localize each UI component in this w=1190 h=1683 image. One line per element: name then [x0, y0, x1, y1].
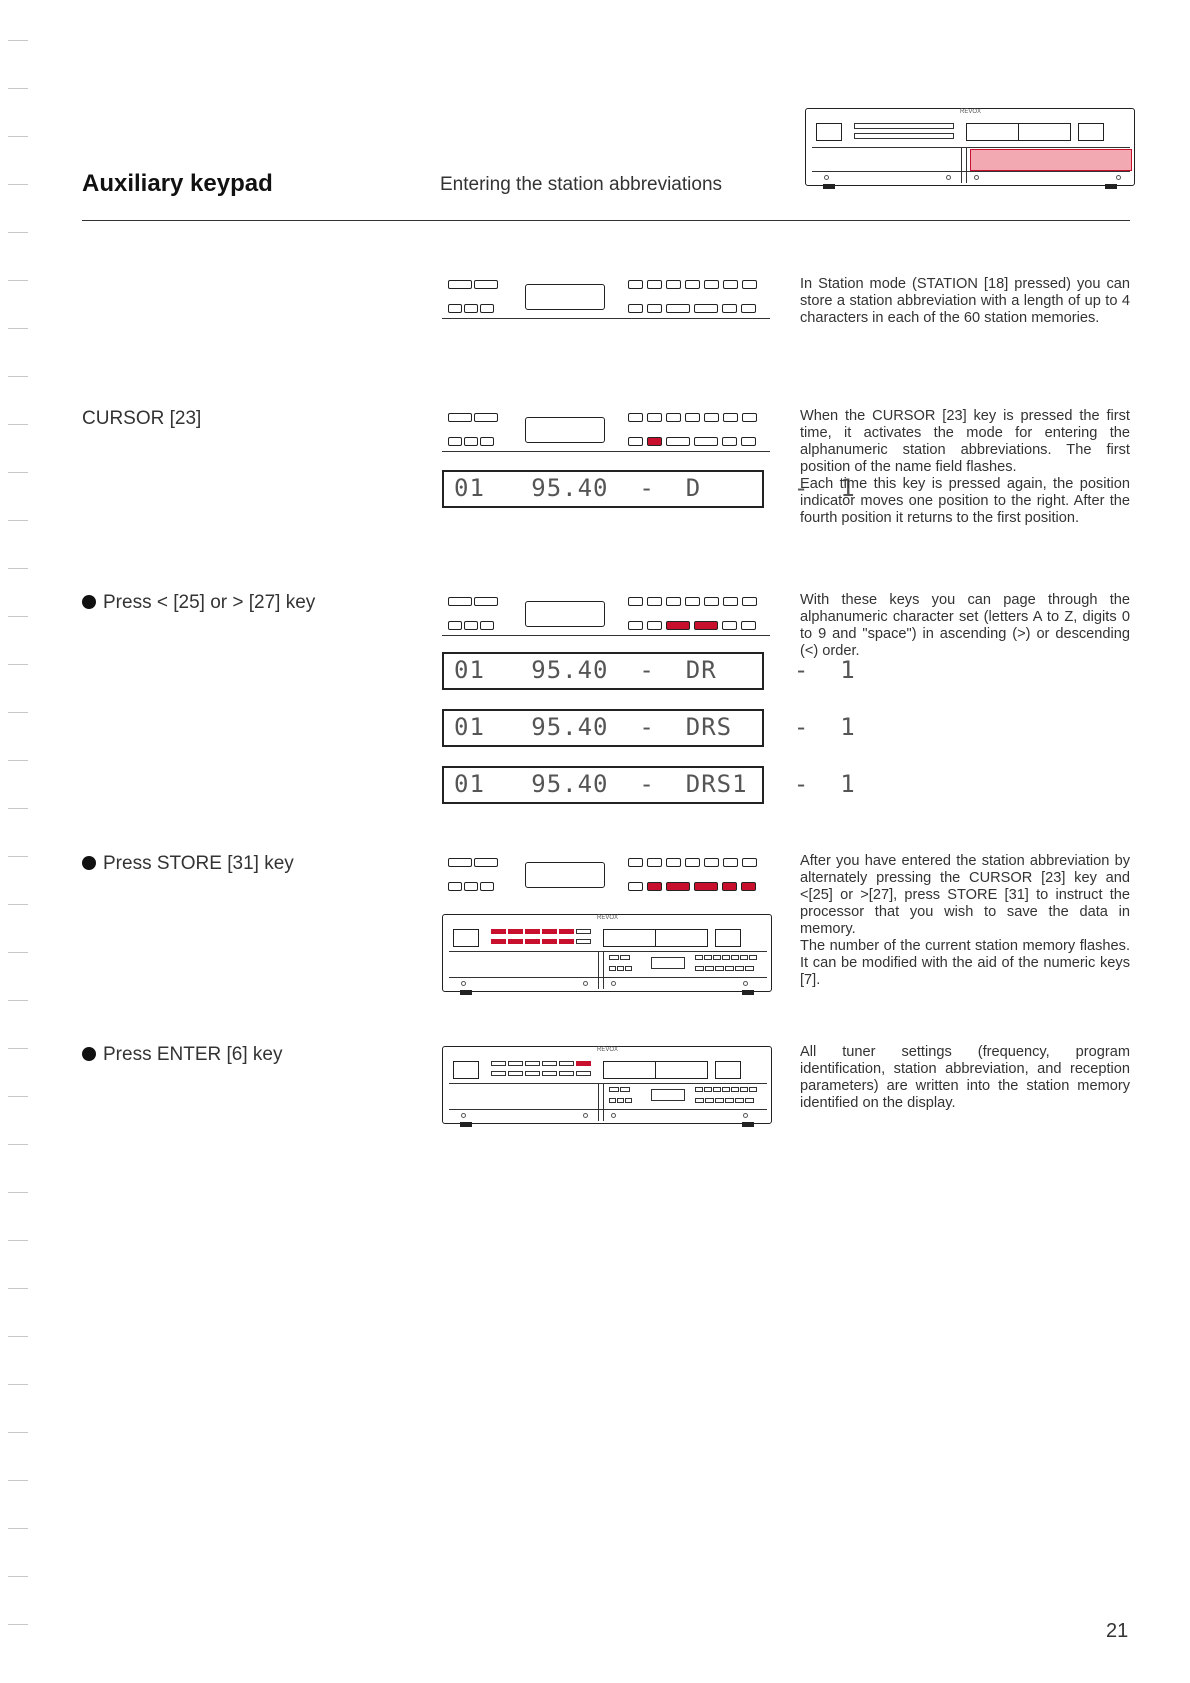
keypad-key: [694, 304, 718, 313]
device-small-window: [651, 957, 685, 969]
keypad-window: [525, 284, 605, 310]
keypad-divider: [442, 451, 770, 452]
device-segment: [491, 939, 506, 944]
device-segment: [740, 955, 748, 960]
device-segment: [542, 1071, 557, 1076]
margin-tick: [8, 184, 28, 185]
margin-tick: [8, 376, 28, 377]
description-paragraph: Each time this key is pressed again, the position indicator moves one position to the right. After the fourth position it returns to the first position.: [800, 476, 1130, 526]
step-label-text: Press < [25] or > [27] key: [103, 592, 316, 613]
description-paragraph: All tuner settings (frequency, program identification, station abbreviation, and reception parameters) are written into the station memory identified on the display.: [800, 1044, 1130, 1111]
page-title: Auxiliary keypad: [82, 170, 273, 197]
device-segment: [508, 939, 523, 944]
keypad-key: [647, 280, 662, 289]
device-body: [442, 1046, 772, 1124]
keypad-key: [474, 858, 498, 867]
device-segment: [745, 966, 754, 971]
device-illustration-enter: [442, 1046, 772, 1130]
device-right-button: [715, 929, 741, 947]
device-segment: [559, 929, 574, 934]
margin-tick: [8, 568, 28, 569]
margin-tick: [8, 664, 28, 665]
keypad-key: [647, 437, 662, 446]
device-segment: [715, 966, 724, 971]
device-knob: [583, 981, 588, 986]
device-right-button: [715, 1061, 741, 1079]
keypad-key: [628, 621, 643, 630]
device-segment: [617, 966, 624, 971]
device-segment: [735, 966, 744, 971]
keypad-key: [464, 437, 478, 446]
keypad-key: [742, 413, 757, 422]
keypad-key: [742, 858, 757, 867]
device-power-button: [453, 1061, 479, 1079]
device-foot: [742, 1122, 754, 1127]
keypad-key: [628, 280, 643, 289]
device-segment: [722, 1087, 730, 1092]
keypad-divider: [442, 318, 770, 319]
keypad-key: [741, 304, 756, 313]
keypad-key: [448, 858, 472, 867]
keypad-key: [666, 304, 690, 313]
keypad-key: [666, 280, 681, 289]
device-segment: [695, 1098, 704, 1103]
device-segment: [609, 966, 616, 971]
margin-tick: [8, 88, 28, 89]
keypad-key: [722, 304, 737, 313]
device-segment: [508, 1071, 523, 1076]
device-knob: [461, 981, 466, 986]
keypad-key: [666, 597, 681, 606]
margin-tick: [8, 1096, 28, 1097]
keypad-key: [448, 437, 462, 446]
keypad-key: [741, 437, 756, 446]
device-line: [598, 951, 599, 989]
device-segment: [525, 939, 540, 944]
cursor-description: [800, 408, 1130, 527]
keypad-key: [723, 280, 738, 289]
keypad-key: [666, 621, 690, 630]
device-foot: [460, 990, 472, 995]
keypad-key: [474, 597, 498, 606]
keypad-key: [448, 304, 462, 313]
margin-tick: [8, 136, 28, 137]
keypad-key: [628, 304, 643, 313]
margin-tick: [8, 1480, 28, 1481]
device-segment: [620, 955, 630, 960]
device-body: [442, 914, 772, 992]
margin-tick: [8, 424, 28, 425]
device-foot: [742, 990, 754, 995]
device-segment: [609, 955, 619, 960]
device-segment: [559, 939, 574, 944]
description-paragraph: The number of the current station memory flashes. It can be modified with the aid of the numeric keys [7].: [800, 938, 1130, 988]
device-segment: [491, 929, 506, 934]
margin-tick: [8, 1192, 28, 1193]
device-segment: [617, 1098, 624, 1103]
margin-tick: [8, 616, 28, 617]
device-segment: [705, 1098, 714, 1103]
margin-tick: [8, 232, 28, 233]
margin-tick: [8, 280, 28, 281]
device-segment: [625, 966, 632, 971]
device-segment: [725, 966, 734, 971]
device-segment: [508, 1061, 523, 1066]
device-segment: [704, 955, 712, 960]
device-knob: [461, 1113, 466, 1118]
margin-tick: [8, 1528, 28, 1529]
device-knob: [743, 981, 748, 986]
device-knob: [611, 981, 616, 986]
step-label-arrow-keys: [82, 592, 315, 614]
keypad-key: [464, 621, 478, 630]
device-segment: [609, 1087, 619, 1092]
device-segment: [749, 1087, 757, 1092]
keypad-key: [685, 858, 700, 867]
keypad-key: [628, 597, 643, 606]
device-segment: [704, 1087, 712, 1092]
margin-tick: [8, 712, 28, 713]
keypad-key: [742, 280, 757, 289]
keypad-key: [694, 882, 718, 891]
brand-logo: REVOX: [597, 915, 619, 921]
device-segment: [576, 929, 591, 934]
bullet-icon: [82, 1047, 96, 1061]
margin-tick: [8, 472, 28, 473]
device-segment: [713, 955, 721, 960]
keypad-key: [647, 304, 662, 313]
margin-tick: [8, 1384, 28, 1385]
device-segment: [525, 1071, 540, 1076]
margin-tick: [8, 856, 28, 857]
keypad-key: [685, 413, 700, 422]
device-knob: [611, 1113, 616, 1118]
device-segment: [695, 1087, 703, 1092]
keypad-key: [694, 437, 718, 446]
device-segment: [705, 966, 714, 971]
lcd-display: 01 95.40 - DRS - 1: [442, 709, 764, 747]
device-segment: [731, 955, 739, 960]
step-label-text: Press STORE [31] key: [103, 853, 294, 874]
device-display-divider: [655, 1061, 656, 1079]
keypad-key: [685, 597, 700, 606]
keypad-key: [448, 621, 462, 630]
device-line: [598, 1083, 599, 1121]
keypad-key: [704, 413, 719, 422]
device-segment: [491, 1071, 506, 1076]
device-segment: [715, 1098, 724, 1103]
bullet-icon: [82, 595, 96, 609]
device-segment: [745, 1098, 754, 1103]
keypad-key: [647, 597, 662, 606]
device-line: [449, 951, 767, 952]
keypad-window: [525, 601, 605, 627]
device-segment: [576, 939, 591, 944]
device-segment: [525, 929, 540, 934]
keypad-key: [741, 621, 756, 630]
enter-description: [800, 1044, 1130, 1112]
margin-tick: [8, 40, 28, 41]
margin-tick: [8, 1624, 28, 1625]
device-segment: [525, 1061, 540, 1066]
header-divider: [82, 220, 1130, 221]
device-line: [603, 1083, 604, 1121]
device-line: [449, 1083, 767, 1084]
keypad-key: [742, 597, 757, 606]
keypad-window: [525, 862, 605, 888]
keypad-key: [666, 882, 690, 891]
device-small-window: [651, 1089, 685, 1101]
lcd-display: 01 95.40 - DR - 1: [442, 652, 764, 690]
keypad-key: [666, 413, 681, 422]
keypad-illustration-arrows: [442, 593, 772, 649]
device-knob: [583, 1113, 588, 1118]
device-segment: [695, 966, 704, 971]
intro-description: [800, 276, 1130, 327]
device-segment: [695, 955, 703, 960]
keypad-illustration-store: [442, 854, 772, 910]
keypad-key: [448, 280, 472, 289]
device-segment: [735, 1098, 744, 1103]
description-paragraph: With these keys you can page through the alphanumeric character set (letters A to Z, digits 0 to 9 and "space") in ascending (>) or descending (<) order.: [800, 592, 1130, 659]
device-segment: [542, 929, 557, 934]
device-segment: [576, 1071, 591, 1076]
keypad-key: [474, 413, 498, 422]
keypad-key: [704, 858, 719, 867]
device-segment: [731, 1087, 739, 1092]
margin-tick: [8, 1240, 28, 1241]
brand-logo: REVOX: [960, 109, 982, 115]
keypad-key: [464, 882, 478, 891]
device-segment: [725, 1098, 734, 1103]
device-segment: [713, 1087, 721, 1092]
keypad-key: [448, 597, 472, 606]
keypad-key: [694, 621, 718, 630]
margin-tick: [8, 760, 28, 761]
brand-logo: REVOX: [597, 1047, 619, 1053]
device-segment: [559, 1071, 574, 1076]
keypad-key: [480, 882, 494, 891]
device-segment: [625, 1098, 632, 1103]
step-label-cursor: [82, 408, 201, 430]
keypad-key: [722, 882, 737, 891]
device-segment: [609, 1098, 616, 1103]
keypad-key: [647, 413, 662, 422]
keypad-key: [704, 597, 719, 606]
lcd-display: 01 95.40 - D - 1: [442, 470, 764, 508]
keypad-key: [741, 882, 756, 891]
keypad-divider: [442, 635, 770, 636]
margin-ticks: [8, 40, 30, 1640]
device-segment: [722, 955, 730, 960]
keypad-key: [666, 858, 681, 867]
description-paragraph: In Station mode (STATION [18] pressed) you can store a station abbreviation with a length of up to 4 characters in each of the 60 station memories.: [800, 276, 1130, 326]
device-knob: [743, 1113, 748, 1118]
device-line: [449, 977, 767, 978]
keypad-key: [647, 882, 662, 891]
arrow-keys-description: [800, 592, 1130, 660]
device-segment: [559, 1061, 574, 1066]
keypad-key: [685, 280, 700, 289]
keypad-key: [474, 280, 498, 289]
description-paragraph: After you have entered the station abbreviation by alternately pressing the CURSOR [23] key and <[25] or >[27], press STORE [31] to instruct the processor that you wish to save the data in memory.: [800, 853, 1130, 937]
margin-tick: [8, 328, 28, 329]
keypad-key: [480, 304, 494, 313]
keypad-key: [464, 304, 478, 313]
header-device-illustration: [805, 108, 1135, 194]
keypad-key: [480, 437, 494, 446]
device-display-divider: [655, 929, 656, 947]
keypad-key: [722, 437, 737, 446]
keypad-key: [647, 621, 662, 630]
keypad-key: [723, 413, 738, 422]
keypad-key: [723, 597, 738, 606]
device-segment: [542, 939, 557, 944]
keypad-key: [628, 882, 643, 891]
device-segment: [740, 1087, 748, 1092]
margin-tick: [8, 520, 28, 521]
device-segment: [749, 955, 757, 960]
device-foot: [460, 1122, 472, 1127]
keypad-key: [704, 280, 719, 289]
device-segment: [620, 1087, 630, 1092]
keypad-key: [666, 437, 690, 446]
keypad-window: [525, 417, 605, 443]
step-label-text: Press ENTER [6] key: [103, 1044, 283, 1065]
keypad-key: [448, 413, 472, 422]
device-line: [603, 951, 604, 989]
margin-tick: [8, 1048, 28, 1049]
margin-tick: [8, 1288, 28, 1289]
margin-tick: [8, 904, 28, 905]
margin-tick: [8, 808, 28, 809]
step-label-text: CURSOR [23]: [82, 408, 202, 429]
keypad-key: [628, 858, 643, 867]
device-segment: [542, 1061, 557, 1066]
device-line: [449, 1109, 767, 1110]
device-power-button: [453, 929, 479, 947]
keypad-key: [647, 858, 662, 867]
keypad-key: [628, 413, 643, 422]
margin-tick: [8, 1432, 28, 1433]
keypad-illustration-intro: [442, 276, 772, 332]
page-subtitle: Entering the station abbreviations: [440, 174, 723, 195]
keypad-key: [723, 858, 738, 867]
lcd-display: 01 95.40 - DRS1 - 1: [442, 766, 764, 804]
margin-tick: [8, 1336, 28, 1337]
keypad-illustration-cursor: [442, 409, 772, 465]
page-number: 21: [1106, 1620, 1129, 1642]
keypad-key: [480, 621, 494, 630]
store-description: [800, 853, 1130, 989]
device-illustration-store: [442, 914, 772, 998]
bullet-icon: [82, 856, 96, 870]
keypad-key: [628, 437, 643, 446]
device-segment: [576, 1061, 591, 1066]
keypad-key: [448, 882, 462, 891]
step-label-store: [82, 853, 294, 875]
margin-tick: [8, 952, 28, 953]
keypad-key: [722, 621, 737, 630]
margin-tick: [8, 1000, 28, 1001]
device-segment: [491, 1061, 506, 1066]
description-paragraph: When the CURSOR [23] key is pressed the first time, it activates the mode for entering the alphanumeric station abbreviations. The first position of the name field flashes.: [800, 408, 1130, 475]
step-label-enter: [82, 1044, 283, 1066]
margin-tick: [8, 1576, 28, 1577]
device-segment: [508, 929, 523, 934]
margin-tick: [8, 1144, 28, 1145]
